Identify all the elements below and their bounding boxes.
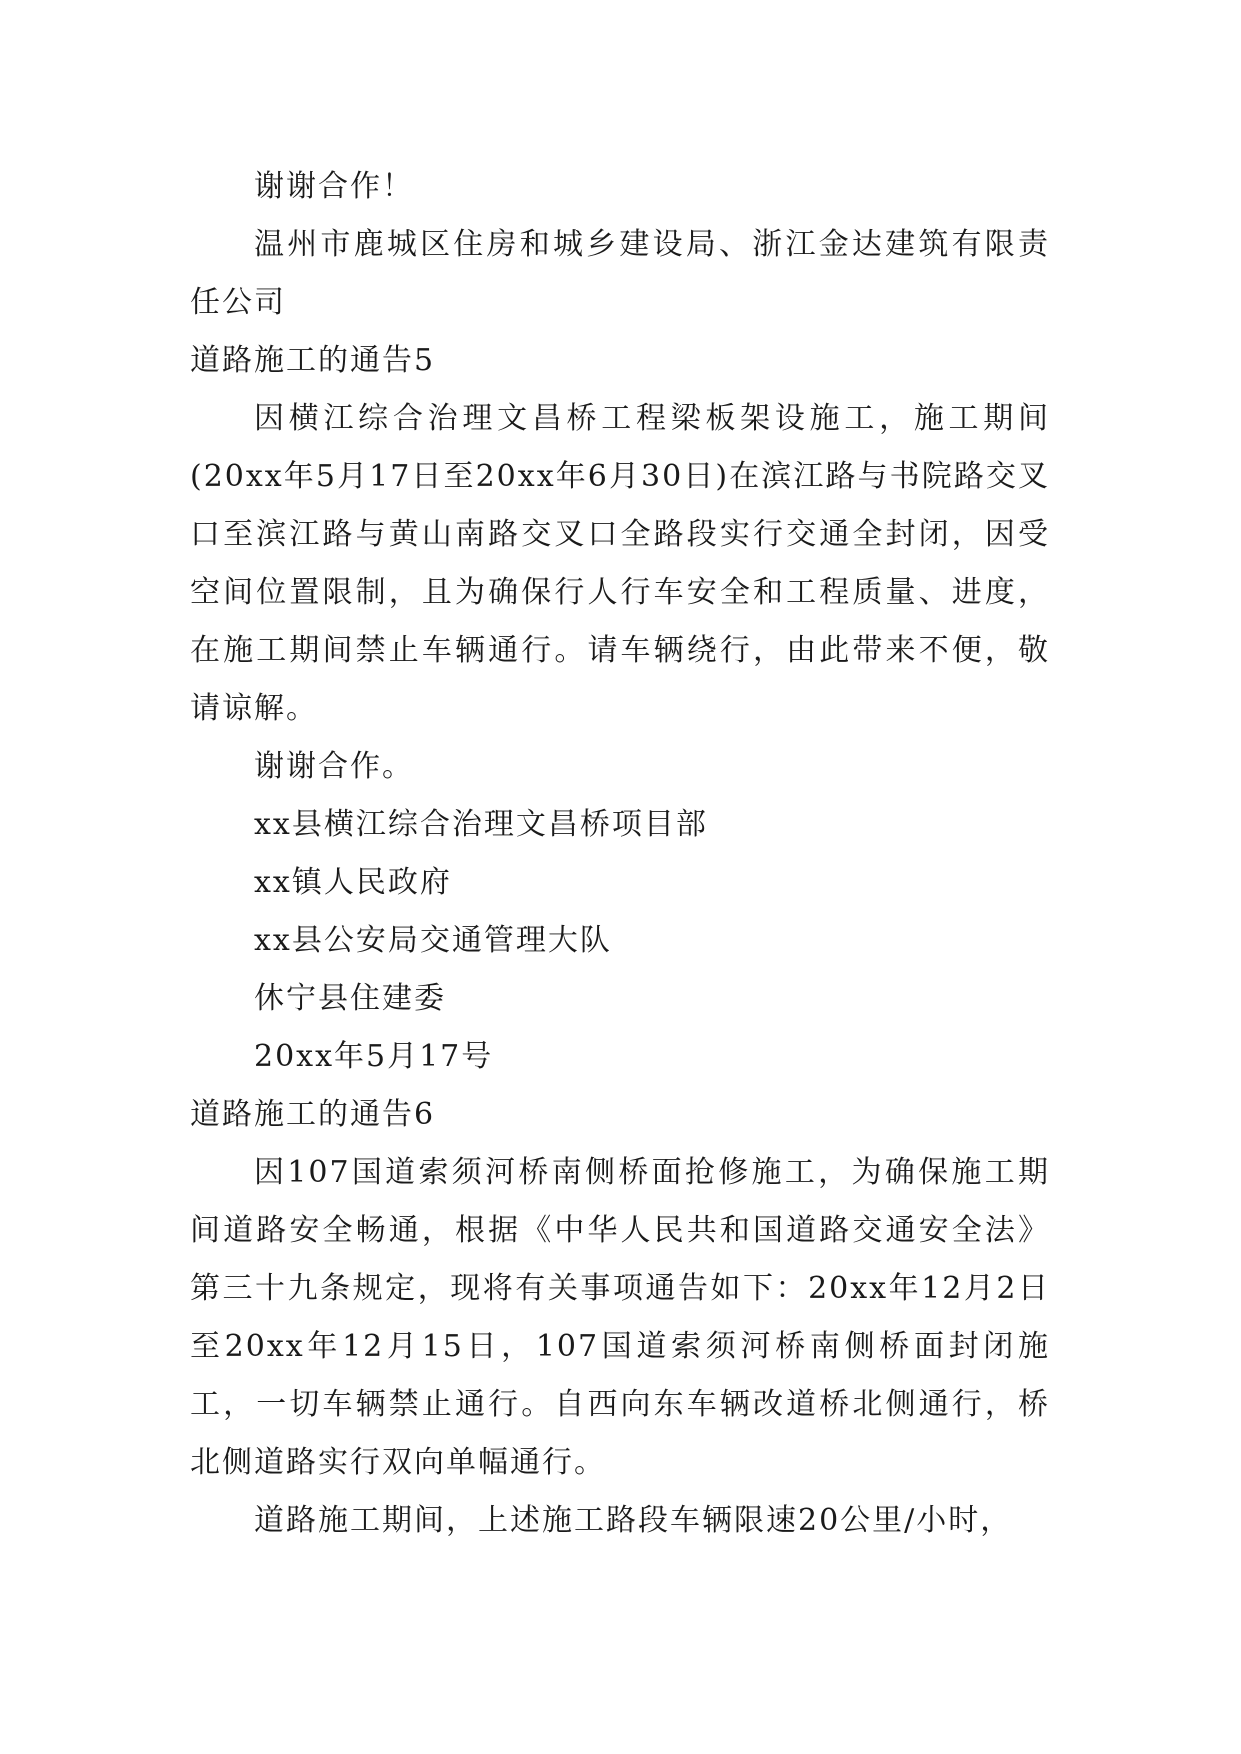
notice-5-body: 因横江综合治理文昌桥工程梁板架设施工，施工期间(20xx年5月17日至20xx年6月30日)在滨江路与书院路交叉口至滨江路与黄山南路交叉口全路段实行交通全封闭，因受空间位置限制，且为确保行人行车安全和工程质量、进度，在施工期间禁止车辆通行。请车辆绕行，由此带来不便，敬请谅解。 xyxy=(190,401,1050,726)
notice-5-date: 20xx年5月17号 xyxy=(254,1039,494,1074)
notice-5-title: 道路施工的通告5 xyxy=(190,343,436,378)
signatory-traffic-police: xx县公安局交通管理大队 xyxy=(254,923,612,958)
notice-6-speed-limit: 道路施工期间，上述施工路段车辆限速20公里/小时， xyxy=(254,1503,1013,1538)
signatory-town-gov: xx镇人民政府 xyxy=(254,865,452,900)
signatory-1: 温州市鹿城区住房和城乡建设局、浙江金达建筑有限责任公司 xyxy=(190,227,1050,320)
document-body xyxy=(190,158,1050,1550)
notice-6-title: 道路施工的通告6 xyxy=(190,1097,436,1132)
notice-6-body: 因107国道索须河桥南侧桥面抢修施工，为确保施工期间道路安全畅通，根据《中华人民共和国道路交通安全法》第三十九条规定，现将有关事项通告如下：20xx年12月2日至20xx年12月15日，107国道索须河桥南侧桥面封闭施工，一切车辆禁止通行。自西向东车辆改道桥北侧通行，桥北侧道路实行双向单幅通行。 xyxy=(190,1155,1050,1480)
closing-thanks-2: 谢谢合作。 xyxy=(254,749,414,784)
signatory-housing-committee: 休宁县住建委 xyxy=(254,981,446,1016)
closing-thanks-1: 谢谢合作！ xyxy=(254,169,414,204)
signatory-project-dept: xx县横江综合治理文昌桥项目部 xyxy=(254,807,708,842)
